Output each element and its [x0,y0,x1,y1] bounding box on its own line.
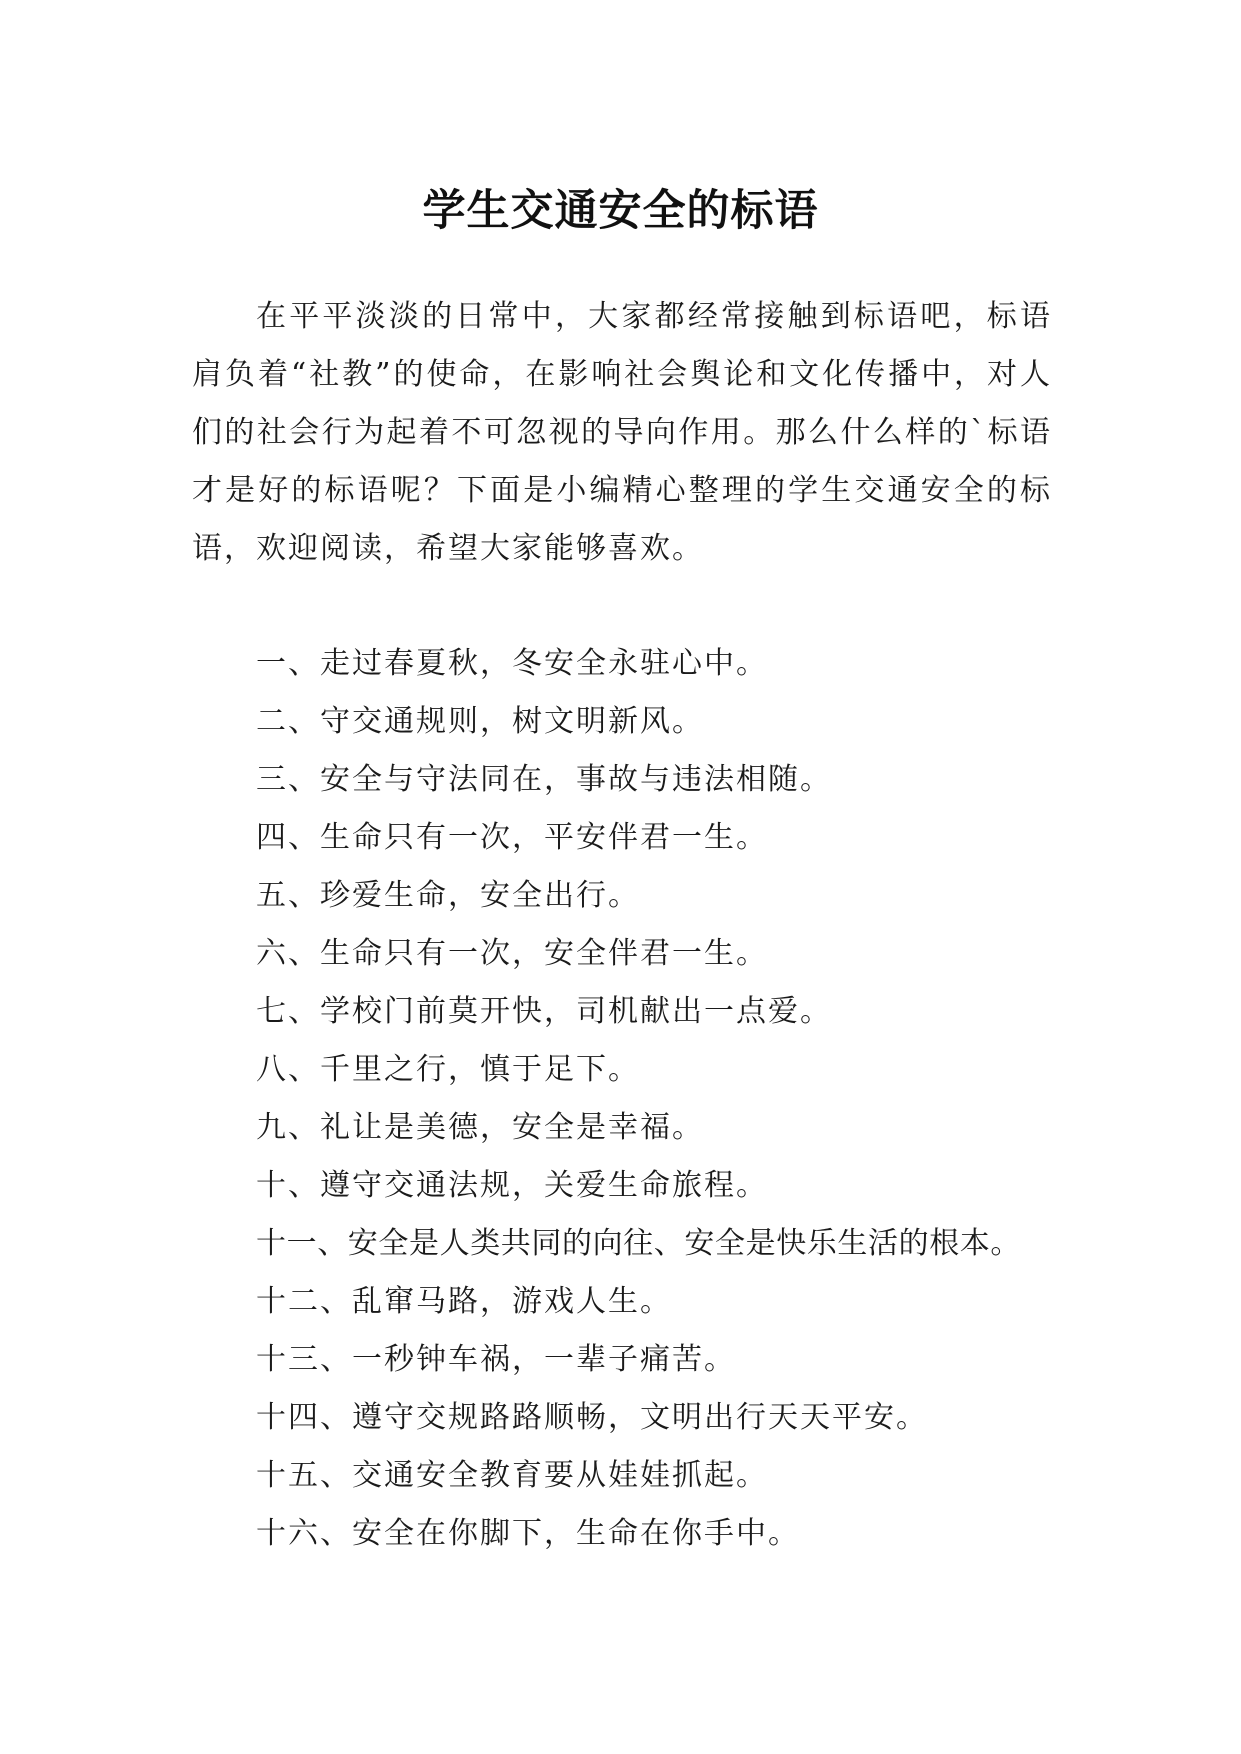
slogan-item: 六、生命只有一次，安全伴君一生。 [256,936,768,971]
slogan-item: 一、走过春夏秋，冬安全永驻心中。 [256,646,768,681]
slogan-item: 七、学校门前莫开快，司机献出一点爱。 [256,994,832,1029]
slogan-item: 十五、交通安全教育要从娃娃抓起。 [256,1458,768,1493]
slogan-item: 十三、一秒钟车祸，一辈子痛苦。 [256,1342,736,1377]
intro-paragraph: 在平平淡淡的日常中，大家都经常接触到标语吧，标语肩负着“社教”的使命，在影响社会舆论和文化传播中，对人们的社会行为起着不可忽视的导向作用。那么什么样的`标语才是好的标语呢？下面是小编精心整理的学生交通安全的标语，欢迎阅读，希望大家能够喜欢。 [192,299,1052,566]
slogan-item: 五、珍爱生命，安全出行。 [256,878,640,913]
document-title: 学生交通安全的标语 [422,185,819,236]
slogan-item: 二、守交通规则，树文明新风。 [256,704,704,739]
slogan-item: 十六、安全在你脚下，生命在你手中。 [256,1516,800,1551]
slogan-item: 十、遵守交通法规，关爱生命旅程。 [256,1168,768,1203]
slogan-item: 九、礼让是美德，安全是幸福。 [256,1110,704,1145]
slogan-item: 十一、安全是人类共同的向往、安全是快乐生活的根本。 [256,1226,1021,1261]
slogan-item: 十四、遵守交规路路顺畅，文明出行天天平安。 [256,1400,928,1435]
slogan-item: 三、安全与守法同在，事故与违法相随。 [256,762,832,797]
slogan-list [256,635,1096,1563]
slogan-item: 四、生命只有一次，平安伴君一生。 [256,820,768,855]
slogan-item: 八、千里之行，慎于足下。 [256,1052,640,1087]
slogan-item: 十二、乱窜马路，游戏人生。 [256,1284,672,1319]
